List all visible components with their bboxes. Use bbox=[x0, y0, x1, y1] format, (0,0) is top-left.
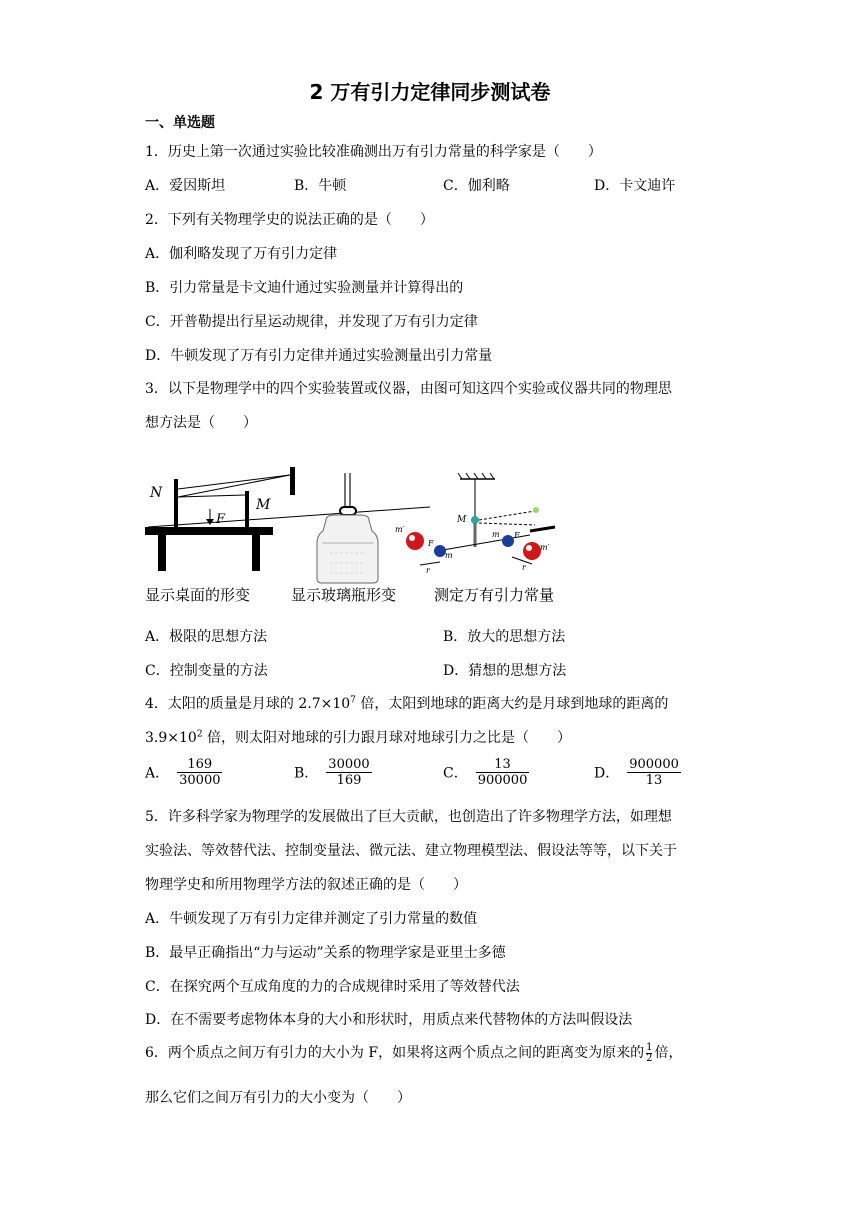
label-tb-m: M bbox=[457, 515, 467, 525]
q2-stem: 2．下列有关物理学史的说法正确的是（ ） bbox=[145, 212, 434, 228]
q4-option-b: B． $\frac{30000}{169}$ bbox=[294, 757, 370, 788]
section-heading: 一、单选题 bbox=[145, 115, 215, 131]
q4-option-a: A． $\frac{169}{30000}$ bbox=[145, 757, 221, 788]
q3-option-d: D．猜想的思想方法 bbox=[443, 663, 567, 679]
q4-stem-line2: $3.9\times 10^2$ 倍，则太阳对地球的引力跟月球对地球引力之比是（ ） bbox=[145, 729, 571, 746]
label-m-left: m bbox=[445, 551, 453, 560]
figure-caption-bottle: 显示玻璃瓶形变 bbox=[291, 586, 397, 604]
q1-option-d: D．卡文迪许 bbox=[594, 178, 676, 194]
fraction: $\frac{30000}{169}$ bbox=[328, 757, 370, 788]
q2-option-c: C．开普勒提出行星运动规律，并发现了万有引力定律 bbox=[145, 314, 478, 330]
desk-deformation-apparatus bbox=[145, 467, 430, 571]
fraction: $\frac{900000}{13}$ bbox=[629, 757, 679, 788]
q5-option-d: D．在不需要考虑物体本身的大小和形状时，用质点来代替物体的方法叫假设法 bbox=[145, 1012, 633, 1028]
q5-stem-line1: 5．许多科学家为物理学的发展做出了巨大贡献，也创造出了许多物理学方法，如理想 bbox=[145, 809, 672, 825]
q3-option-c: C．控制变量的方法 bbox=[145, 663, 268, 679]
q3-option-b: B．放大的思想方法 bbox=[443, 629, 566, 645]
page-title: 2 万有引力定律同步测试卷 bbox=[309, 80, 551, 104]
q5-option-a: A．牛顿发现了万有引力定律并测定了引力常量的数值 bbox=[145, 911, 478, 927]
q3-option-a: A．极限的思想方法 bbox=[145, 629, 268, 645]
label-f-left: F bbox=[428, 539, 434, 548]
q5-option-b: B．最早正确指出“力与运动”关系的物理学家是亚里士多德 bbox=[145, 945, 506, 961]
label-r-right: r bbox=[522, 563, 526, 572]
q2-option-d: D．牛顿发现了万有引力定律并通过实验测量出引力常量 bbox=[145, 348, 493, 364]
q1-option-c: C．伽利略 bbox=[443, 178, 510, 194]
label-mprime-right: m′ bbox=[540, 543, 550, 552]
q4-option-d: D． $\frac{900000}{13}$ bbox=[594, 757, 679, 788]
q5-option-c: C．在探究两个互成角度的力的合成规律时采用了等效替代法 bbox=[145, 979, 520, 995]
label-r-left: r bbox=[426, 566, 430, 575]
q4-stem-line1: 4．太阳的质量是月球的 $2.7\times 10^7$ 倍，太阳到地球的距离大约是月球到地球的距离的 bbox=[145, 695, 669, 712]
q1-option-a: A．爱因斯坦 bbox=[145, 178, 226, 194]
label-mprime-left: m′ bbox=[395, 525, 405, 534]
label-m: M bbox=[256, 497, 271, 513]
half-fraction: $\frac{1}{2}$ bbox=[646, 1041, 653, 1064]
q2-option-a: A．伽利略发现了万有引力定律 bbox=[145, 246, 338, 262]
q1-stem: 1．历史上第一次通过实验比较准确测出万有引力常量的科学家是（ ） bbox=[145, 144, 602, 160]
label-f: F bbox=[216, 512, 226, 527]
q3-stem-line1: 3．以下是物理学中的四个实验装置或仪器，由图可知这四个实验或仪器共同的物理思 bbox=[145, 381, 672, 397]
glass-bottle-apparatus bbox=[317, 473, 378, 583]
q5-stem-line2: 实验法、等效替代法、控制变量法、微元法、建立物理模型法、假设法等等，以下关于 bbox=[145, 843, 677, 859]
q4-option-c: C． $\frac{13}{900000}$ bbox=[443, 757, 528, 788]
label-m-right: m bbox=[492, 530, 500, 539]
experiment-figure bbox=[140, 465, 580, 585]
q6-stem-line1: 6．两个质点之间万有引力的大小为 F，如果将这两个质点之间的距离变为原来的 $\frac{1}{2}$ 倍， bbox=[145, 1041, 683, 1064]
q6-stem-line2: 那么它们之间万有引力的大小变为（ ） bbox=[145, 1090, 411, 1106]
torsion-balance-apparatus bbox=[395, 473, 555, 575]
figure-caption-desk: 显示桌面的形变 bbox=[145, 586, 251, 604]
q5-stem-line3: 物理学史和所用物理学方法的叙述正确的是（ ） bbox=[145, 877, 467, 893]
label-n: N bbox=[150, 485, 163, 501]
fraction: $\frac{13}{900000}$ bbox=[477, 757, 528, 788]
q2-option-b: B．引力常量是卡文迪什通过实验测量并计算得出的 bbox=[145, 280, 464, 296]
q1-option-b: B．牛顿 bbox=[294, 178, 347, 194]
q3-stem-line2: 想方法是（ ） bbox=[145, 415, 257, 431]
label-f-right: F bbox=[514, 531, 520, 540]
fraction: $\frac{169}{30000}$ bbox=[179, 757, 221, 788]
figure-caption-cavendish: 测定万有引力常量 bbox=[434, 586, 555, 604]
